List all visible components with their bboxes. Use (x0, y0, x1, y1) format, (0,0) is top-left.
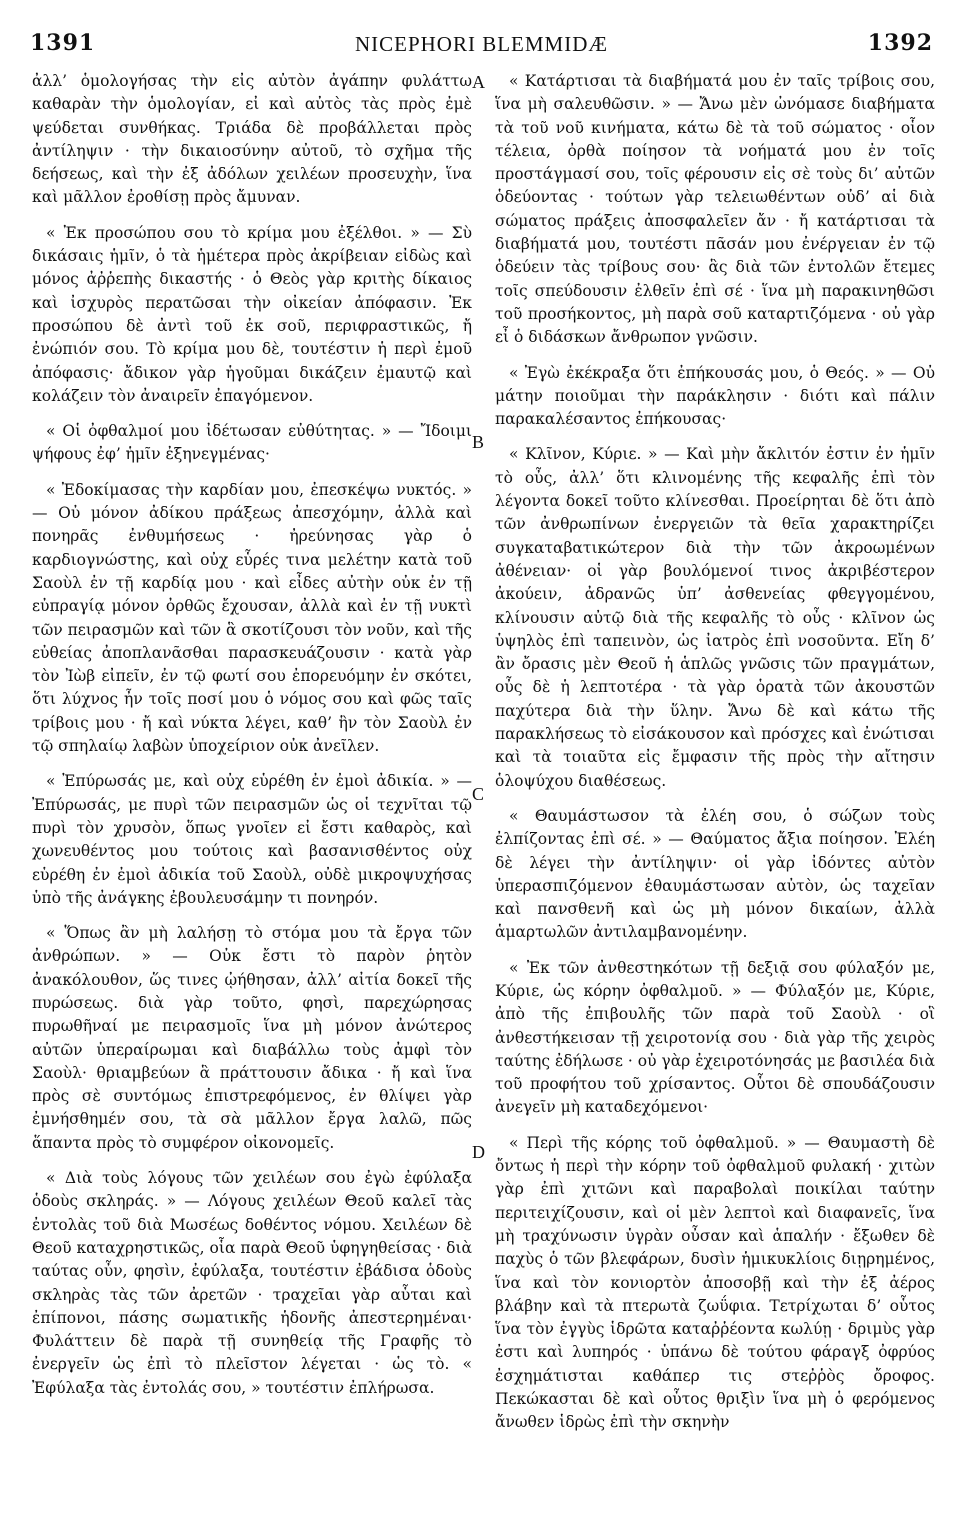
section-marker-d: D (472, 1142, 485, 1162)
paragraph: « Διὰ τοὺς λόγους τῶν χειλέων σου ἐγὼ ἐφύλαξα ὁδοὺς σκληράς. » — Λόγους χειλέων Θεοῦ καλεῖ τὰς ἐντολὰς τοῦ διὰ Μωσέως δοθέντος νόμου. Χειλέων δὲ Θεοῦ καταχρηστικῶς, οἷα παρὰ Θεοῦ ὑφηγηθείσας · διὰ ταύτας οὖν, φησὶν, ἐφύλαξα, τουτέστιν ἐβάδισα ὁδοὺς σκληρὰς τὰς τῶν ἀρετῶν · τραχεῖαι γὰρ αὗται καὶ ἐπίπονοι, πάσης σωματικῆς ἡδονῆς ἀπεστερημέναι· Φυλάττειν δὲ παρὰ τῇ συνηθείᾳ τῆς Γραφῆς τὸ ἐνεργεῖν ὡς ἐπὶ τὸ πλεῖστον λέγεται · ὡς τὸ. « Ἐφύλαξα τὰς ἐντολάς σου, » τουτέστιν ἐπλήρωσα. (32, 1169, 472, 1397)
paragraph: « Οἱ ὀφθαλμοί μου ἰδέτωσαν εὐθύτητας. » — Ἴδοιμι ψήφους ἐφ’ ἡμῖν ἐξηνεγμένας· (32, 422, 472, 464)
paragraph: « Κατάρτισαι τὰ διαβήματά μου ἐν ταῖς τρίβοις σου, ἵνα μὴ σαλευθῶσιν. » — Ἄνω μὲν ὠνόμασε διαβήματα τὰ τοῦ νοῦ κινήματα, κάτω δὲ τὰ τοῦ σώματος · οἷον τέλεια, ὀρθὰ ποίησον τὰ νοήματά μου ἐν τοῖς προστάγμασί σου, τοῖς φέρουσιν εἰς σὲ τοὺς δι’ αὐτῶν ὁδεύοντας · τούτων γὰρ τελειωθέντων οὐδ’ αἱ διὰ σώματος πράξεις ἀποσφαλεῖεν ἄν · ἤ κατάρτισαι τὰ διαβήματά μου, τουτέστι πᾶσάν μου ἐνέργειαν ἐν τῷ ὁδεύειν τὰς τρίβους σου· ἃς διὰ τῶν ἐντολῶν ἔτεμες τοῖς σπεύδουσιν ἐλθεῖν ἐπὶ σέ · ἵνα μὴ παρακινηθῶσι τοῦ προσήκοντος, μὴ παρὰ σοῦ καταρτιζόμενα · οὐ γὰρ εἶ ὁ διδάσκων ἄνθρωπον γνῶσιν. (495, 72, 935, 347)
paragraph: « Ἐδοκίμασας τὴν καρδίαν μου, ἐπεσκέψω νυκτός. » — Οὐ μόνον ἀδίκου πράξεως ἀπεσχόμην, ἀλλὰ καὶ πονηρᾶς ἐνθυμήσεως · ἠρεύνησας γὰρ ὁ καρδιογνώστης, καὶ οὐχ εὗρές τινα μελέτην κατὰ τοῦ Σαοὺλ ἐν τῇ καρδίᾳ μου · καὶ εἶδες αὐτὴν οὐκ ἐν τῇ εὐπραγίᾳ μόνον ὀρθῶς ἔχουσαν, ἀλλὰ καὶ ἐν τῇ νυκτὶ τῶν πειρασμῶν καὶ τῶν ἃ σκοτίζουσι τὸν νοῦν, καὶ τῆς εὐθείας ἀποπλανᾶσθαι παρασκευάζουσιν · κατὰ γὰρ τὸν Ἰὼβ εἰπεῖν, ἐν τῷ φωτί σου ἐπορευόμην ἐν σκότει, ὅτι λύχνος ἦν τοῖς ποσί μου ὁ νόμος σου καὶ φῶς ταῖς τρίβοις μου · ἤ καὶ νύκτα λέγει, καθ’ ἣν τὸν Σαοὺλ ἐν τῷ σπηλαίῳ λαβὼν ὑποχείριον οὐκ ἀνεῖλεν. (32, 480, 472, 756)
paragraph: ἀλλ’ ὁμολογήσας τὴν εἰς αὐτὸν ἀγάπην φυλάττω καθαρὰν τὴν ὁμολογίαν, εἰ καὶ αὐτὸς τὰς πρὸς ἐμὲ ψεύδεται συνθήκας. Τριάδα δὲ προβάλλεται πρὸς ἀντίληψιν · τὴν δικαιοσύνην αὐτοῦ, τὸ σχῆμα τῆς δεήσεως, καὶ τὴν ἐξ ἀδόλων χειλέων προσευχὴν, ἵνα καὶ μᾶλλον ἐροθίσῃ πρὸς ἄμυναν. (32, 72, 472, 207)
paragraph: « Ἐκ προσώπου σου τὸ κρίμα μου ἐξέλθοι. » — Σὺ δικάσαις ἡμῖν, ὁ τὰ ἡμέτερα πρὸς ἀκρίβειαν εἰδὼς καὶ μόνος ἀῤῥεπὴς δικαστής · ὁ Θεὸς γὰρ κριτὴς δίκαιος καὶ ἰσχυρὸς περατῶσαι τὴν οἰκείαν ἀπόφασιν. Ἐκ προσώπου δὲ ἀντὶ τοῦ ἐκ σοῦ, περιφραστικῶς, ἤ ἐνώπιόν σου. Τὸ κρίμα μου δὲ, τουτέστιν ἡ περὶ ἐμοῦ ἀπόφασις· ἄδικον γὰρ ἡγοῦμαι δικάζειν ἐμαυτῷ καὶ κολάζειν τὸν ἀναιρεῖν ἐπαγόμενον. (32, 223, 472, 405)
running-title: NICEPHORI BLEMMIDÆ (354, 32, 609, 56)
paragraph: « Κλῖνον, Κύριε. » — Καὶ μὴν ἄκλιτόν ἐστιν ἐν ἡμῖν τὸ οὖς, ἀλλ’ ὅτι κλινομένης τῆς κεφαλῆς ἐπὶ τὸν λέγοντα δοκεῖ τοῦτο κλίνεσθαι. Προείρηται δὲ ὅτι ἀπὸ τῶν ἀνθρωπίνων ἐνεργειῶν τὰ θεῖα χαρακτηρίζει συγκαταβατικώτερον διὰ τὴν τῶν ἀκροωμένων ἀθένειαν· οἱ γὰρ βουλόμενοί τινος ἀκριβέστερον ἀκούειν, ἀδρανῶς ὑπ’ ἀσθενείας φθεγγομένου, κλίνουσιν αὐτῷ διὰ τῆς κεφαλῆς τὸ οὖς · κλῖνον ὡς ὑψηλὸς ἐπὶ ταπεινὸν, ὡς ἰατρὸς ἐπὶ νοσοῦντα. Εἴη δ’ ἂν ὄρασις μὲν Θεοῦ ἡ ἁπλῶς γνῶσις τῶν πραγμάτων, οὖς δὲ ἡ λεπτοτέρα · τὰ γὰρ ὁρατὰ τῶν ἀκουστῶν παχύτερα διὰ τὴν ὕλην. Ἄνω δὲ καὶ κάτω τῆς παρακλήσεως τὸ εἰσάκουσον καὶ πρόσχες καὶ ἐνώτισαι καὶ τὰ τοιαῦτα εἰς ἔμφασιν τῆς πρὸς τὴν αἴτησιν ὁλοψύχου διαθέσεως. (495, 445, 935, 790)
section-marker-a: A (472, 72, 485, 92)
right-column (495, 70, 935, 1520)
page-header (30, 30, 933, 60)
right-page-number: 1392 (867, 30, 933, 56)
paragraph: « Περὶ τῆς κόρης τοῦ ὀφθαλμοῦ. » — Θαυμαστὴ δὲ ὄντως ἡ περὶ τὴν κόρην τοῦ ὀφθαλμοῦ φυλακή · χιτὼν γὰρ ἐπὶ χιτῶνι καὶ παραβολαὶ ποικίλαι ταύτην περιτειχίζουσιν, καὶ οἱ μὲν λεπτοὶ καὶ διαφανεῖς, ἵνα μὴ τραχύνωσιν ὑγρὰν οὖσαν καὶ ἁπαλήν · ἔξωθεν δὲ παχὺς ὁ τῶν βλεφάρων, δυσὶν ἡμικυκλίοις διῃρημένος, ἵνα καὶ τὸν κονιορτὸν ἀποσοβῇ καὶ τὴν ἐξ ἀέρος βλάβην καὶ τὰ πτερωτὰ ζωΰφια. Τετρίχωται δ’ οὗτος ἵνα τὸν ἐγγὺς ἱδρῶτα καταῤῥέοντα κωλύῃ · δριμὺς γὰρ ἐστι καὶ λυπηρός · ὑπάνω δὲ τούτου φάραγξ ὀφρύος ἐσχημάτισται καθάπερ τις στεῤῥὸς ὄροφος. Πεκώκασται δὲ καὶ οὗτος θριξὶν ἵνα μὴ ὁ φερόμενος ἄνωθεν ἱδρὼς ἐπὶ τὴν σκηνὴν (495, 1133, 935, 1432)
left-column (32, 70, 472, 1520)
paragraph: « Θαυμάστωσον τὰ ἐλέη σου, ὁ σώζων τοὺς ἐλπίζοντας ἐπὶ σέ. » — Θαύματος ἄξια ποίησον. Ἐλέη δὲ λέγει τὴν ἀντίληψιν· οἱ γὰρ ἰδόντες αὐτὸν ὑπερασπιζόμενον ἐθαυμάστωσαν αὐτὸν, ὡς ταχεῖαν καὶ πανσθενῆ καὶ ὡς μὴ μόνον δικαίων, ἀλλὰ ἁμαρτωλῶν ἀντιλαμβανομένην. (495, 806, 935, 942)
paragraph: « Ἐγὼ ἐκέκραξα ὅτι ἐπήκουσάς μου, ὁ Θεός. » — Οὐ μάτην ποιοῦμαι τὴν παράκλησιν · διότι καὶ πάλιν παρακαλέσαντος ἐπήκουσας· (495, 363, 935, 429)
paragraph: « Ἐπύρωσάς με, καὶ οὐχ εὑρέθη ἐν ἐμοὶ ἀδικία. » — Ἐπύρωσάς, με πυρὶ τῶν πειρασμῶν ὡς οἱ τεχνῖται τῷ πυρὶ τὸν χρυσὸν, ὅπως γνοῖεν εἰ ἔστι καθαρὸς, καὶ χωνευθέντος μου τούτοις καὶ βασανισθέντος οὐχ εὑρέθη ἐν ἐμοὶ ἀδικία τοῦ Σαοὺλ, οὐδὲ μικροψυχήσας ὑπὸ τῆς ἀνάγκης ἐβουλευσάμην τι πονηρόν. (32, 772, 472, 907)
section-marker-c: C (472, 784, 485, 804)
section-marker-b: B (472, 432, 485, 452)
paragraph: « Ἐκ τῶν ἀνθεστηκότων τῇ δεξιᾷ σου φύλαξόν με, Κύριε, ὡς κόρην ὀφθαλμοῦ. » — Φύλαξόν με, Κύριε, ἀπὸ τῆς ἐπιβουλῆς τῶν παρὰ τοῦ Σαοὺλ · οἳ ἀνθεστήκεισαν τῇ χειροτονίᾳ σου · διὰ γὰρ τῆς χειρὸς ταύτης ἐδήλωσε · οὐ γὰρ ἐχειροτόνησάς με βασιλέα διὰ τοῦ προφήτου τοῦ χρίσαντος. Οὗτοι δὲ σπουδάζουσιν ἀνεγεῖν μὴ καταδεχόμενοι· (495, 958, 935, 1117)
paragraph: « Ὅπως ἂν μὴ λαλήσῃ τὸ στόμα μου τὰ ἔργα τῶν ἀνθρώπων. » — Οὐκ ἔστι τὸ παρὸν ῥητὸν ἀνακόλουθον, ὥς τινες ᾠήθησαν, ἀλλ’ αἰτία δοκεῖ τῆς πυρώσεως. διὰ γὰρ τοῦτο, φησὶ, παρεχώρησας πυρωθῆναί με πειρασμοῖς ἵνα μὴ μόνον ἀνώτερος αὐτῶν ὑπεραίρωμαι καὶ διαβάλλω τοὺς ἀμφὶ τὸν Σαοὺλ· θριαμβεύων ἃ πράττουσιν ἄδικα · ἤ καὶ ἵνα πρὸς σὲ συντόμως ἐπιστρεφόμενος, ἐν θλίψει γὰρ ἐμνήσθημέν σου, τὰ σὰ μᾶλλον ἔργα λαλῶ, πῶς ἅπαντα πρὸς τὸ συμφέρον οἰκονομεῖς. (32, 924, 472, 1152)
left-page-number: 1391 (30, 30, 96, 56)
